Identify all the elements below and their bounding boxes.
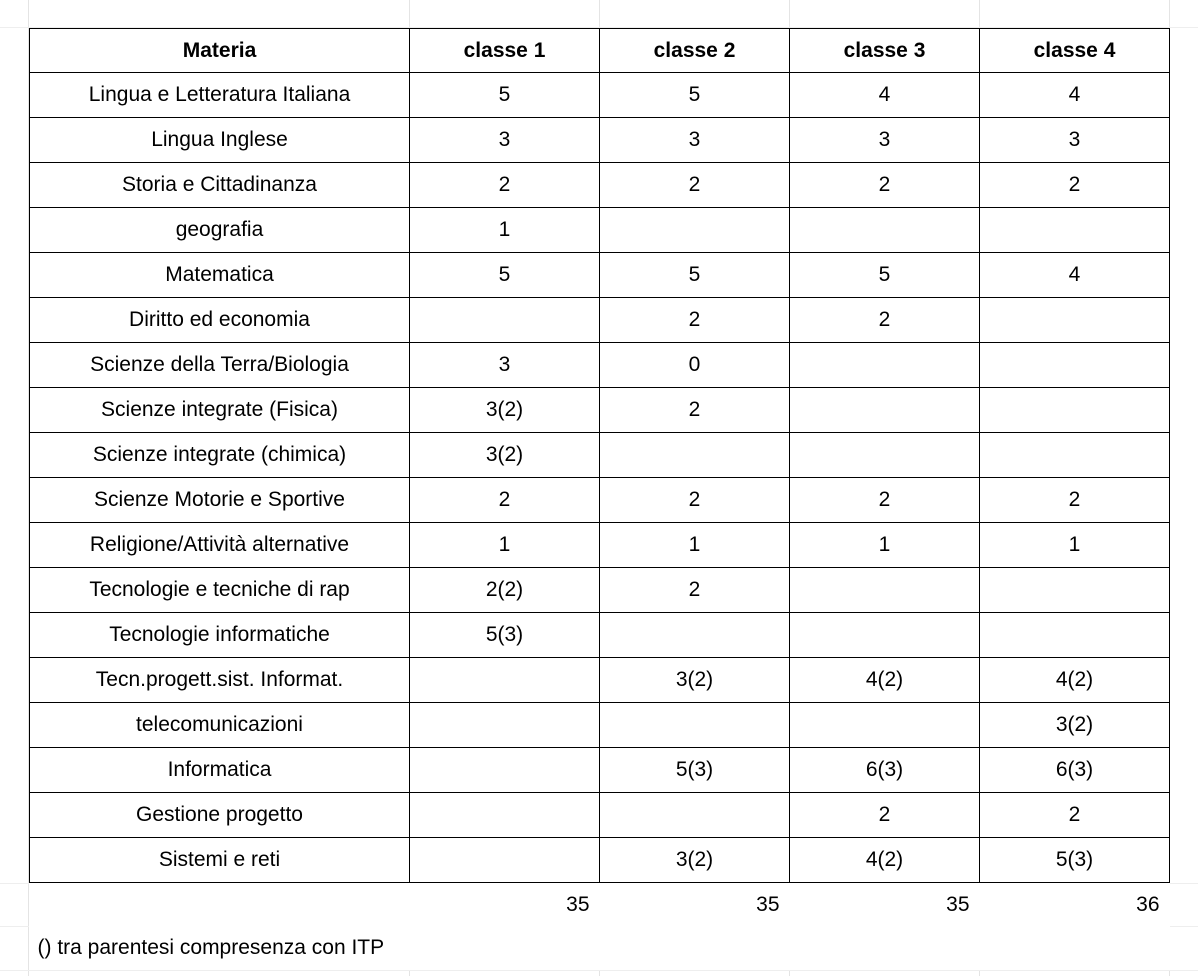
value-cell [790, 343, 980, 388]
value-cell: 2 [980, 793, 1170, 838]
value-cell: 3 [980, 118, 1170, 163]
table-row [30, 658, 1170, 703]
subject-cell: Sistemi e reti [30, 838, 410, 883]
value-cell: 4(2) [790, 658, 980, 703]
value-cell [410, 658, 600, 703]
subject-cell: Informatica [30, 748, 410, 793]
value-cell: 6(3) [790, 748, 980, 793]
value-cell: 2 [600, 163, 790, 208]
subject-cell: Tecnologie e tecniche di rap [30, 568, 410, 613]
value-cell: 4 [790, 73, 980, 118]
value-cell [600, 433, 790, 478]
value-cell [980, 298, 1170, 343]
value-cell [980, 208, 1170, 253]
value-cell [600, 703, 790, 748]
subject-cell: Gestione progetto [30, 793, 410, 838]
value-cell: 5(3) [600, 748, 790, 793]
value-cell: 3(2) [410, 433, 600, 478]
value-cell: 2 [980, 163, 1170, 208]
value-cell: 2 [600, 478, 790, 523]
value-cell [980, 568, 1170, 613]
value-cell: 0 [600, 343, 790, 388]
value-cell [790, 703, 980, 748]
value-cell: 2 [790, 793, 980, 838]
value-cell [410, 838, 600, 883]
value-cell: 2 [790, 298, 980, 343]
value-cell [790, 613, 980, 658]
value-cell [790, 568, 980, 613]
value-cell: 3 [600, 118, 790, 163]
value-cell: 5(3) [410, 613, 600, 658]
value-cell [600, 208, 790, 253]
total-cell: 35 [790, 883, 980, 927]
subject-cell: Lingua Inglese [30, 118, 410, 163]
table-row [30, 793, 1170, 838]
value-cell [600, 793, 790, 838]
table-body [30, 73, 1170, 971]
value-cell: 5 [410, 73, 600, 118]
value-cell: 4 [980, 73, 1170, 118]
value-cell: 1 [790, 523, 980, 568]
subject-cell: geografia [30, 208, 410, 253]
table-row [30, 838, 1170, 883]
value-cell: 3 [410, 343, 600, 388]
table-header-row [30, 29, 1170, 73]
value-cell: 3(2) [600, 838, 790, 883]
subject-cell: telecomunicazioni [30, 703, 410, 748]
value-cell: 5(3) [980, 838, 1170, 883]
total-cell: 35 [410, 883, 600, 927]
value-cell: 5 [600, 73, 790, 118]
value-cell: 2 [600, 298, 790, 343]
value-cell [980, 388, 1170, 433]
table-row [30, 388, 1170, 433]
value-cell: 2 [790, 478, 980, 523]
table-row [30, 433, 1170, 478]
table-row [30, 73, 1170, 118]
value-cell [980, 433, 1170, 478]
value-cell: 1 [410, 523, 600, 568]
value-cell: 1 [600, 523, 790, 568]
table-row [30, 343, 1170, 388]
value-cell: 3 [790, 118, 980, 163]
value-cell: 5 [410, 253, 600, 298]
subject-cell: Matematica [30, 253, 410, 298]
total-cell: 36 [980, 883, 1170, 927]
value-cell: 3(2) [600, 658, 790, 703]
table-row [30, 703, 1170, 748]
subject-cell: Religione/Attività alternative [30, 523, 410, 568]
totals-label [30, 883, 410, 927]
subject-cell: Storia e Cittadinanza [30, 163, 410, 208]
value-cell: 5 [790, 253, 980, 298]
subject-cell: Lingua e Letteratura Italiana [30, 73, 410, 118]
subject-cell: Scienze integrate (Fisica) [30, 388, 410, 433]
value-cell: 4(2) [790, 838, 980, 883]
subject-cell: Tecnologie informatiche [30, 613, 410, 658]
table-row [30, 298, 1170, 343]
table-row [30, 568, 1170, 613]
value-cell: 1 [980, 523, 1170, 568]
value-cell: 5 [600, 253, 790, 298]
table-row [30, 118, 1170, 163]
value-cell [410, 793, 600, 838]
table-row [30, 208, 1170, 253]
table-row [30, 163, 1170, 208]
footnote-row [30, 926, 1170, 970]
column-header-classe-3: classe 3 [790, 29, 980, 73]
table-row [30, 748, 1170, 793]
value-cell: 2 [600, 388, 790, 433]
subject-cell: Diritto ed economia [30, 298, 410, 343]
value-cell: 3(2) [410, 388, 600, 433]
subject-cell: Scienze della Terra/Biologia [30, 343, 410, 388]
value-cell [980, 343, 1170, 388]
value-cell: 3(2) [980, 703, 1170, 748]
value-cell: 2(2) [410, 568, 600, 613]
column-header-classe-2: classe 2 [600, 29, 790, 73]
value-cell: 2 [790, 163, 980, 208]
value-cell: 2 [600, 568, 790, 613]
totals-row [30, 883, 1170, 927]
footnote-text: () tra parentesi compresenza con ITP [30, 926, 1170, 970]
table-row [30, 478, 1170, 523]
table-row [30, 613, 1170, 658]
value-cell [410, 298, 600, 343]
value-cell [980, 613, 1170, 658]
value-cell: 4 [980, 253, 1170, 298]
table-row [30, 523, 1170, 568]
value-cell [790, 208, 980, 253]
value-cell: 6(3) [980, 748, 1170, 793]
value-cell: 1 [410, 208, 600, 253]
total-cell: 35 [600, 883, 790, 927]
value-cell: 2 [410, 163, 600, 208]
value-cell [790, 388, 980, 433]
column-header-classe-1: classe 1 [410, 29, 600, 73]
value-cell: 4(2) [980, 658, 1170, 703]
column-header-materia: Materia [30, 29, 410, 73]
value-cell [790, 433, 980, 478]
value-cell: 3 [410, 118, 600, 163]
value-cell [410, 703, 600, 748]
curriculum-table [29, 28, 1170, 970]
value-cell: 2 [410, 478, 600, 523]
subject-cell: Scienze Motorie e Sportive [30, 478, 410, 523]
column-header-classe-4: classe 4 [980, 29, 1170, 73]
table-row [30, 253, 1170, 298]
value-cell: 2 [980, 478, 1170, 523]
subject-cell: Scienze integrate (chimica) [30, 433, 410, 478]
value-cell [410, 748, 600, 793]
subject-cell: Tecn.progett.sist. Informat. [30, 658, 410, 703]
value-cell [600, 613, 790, 658]
